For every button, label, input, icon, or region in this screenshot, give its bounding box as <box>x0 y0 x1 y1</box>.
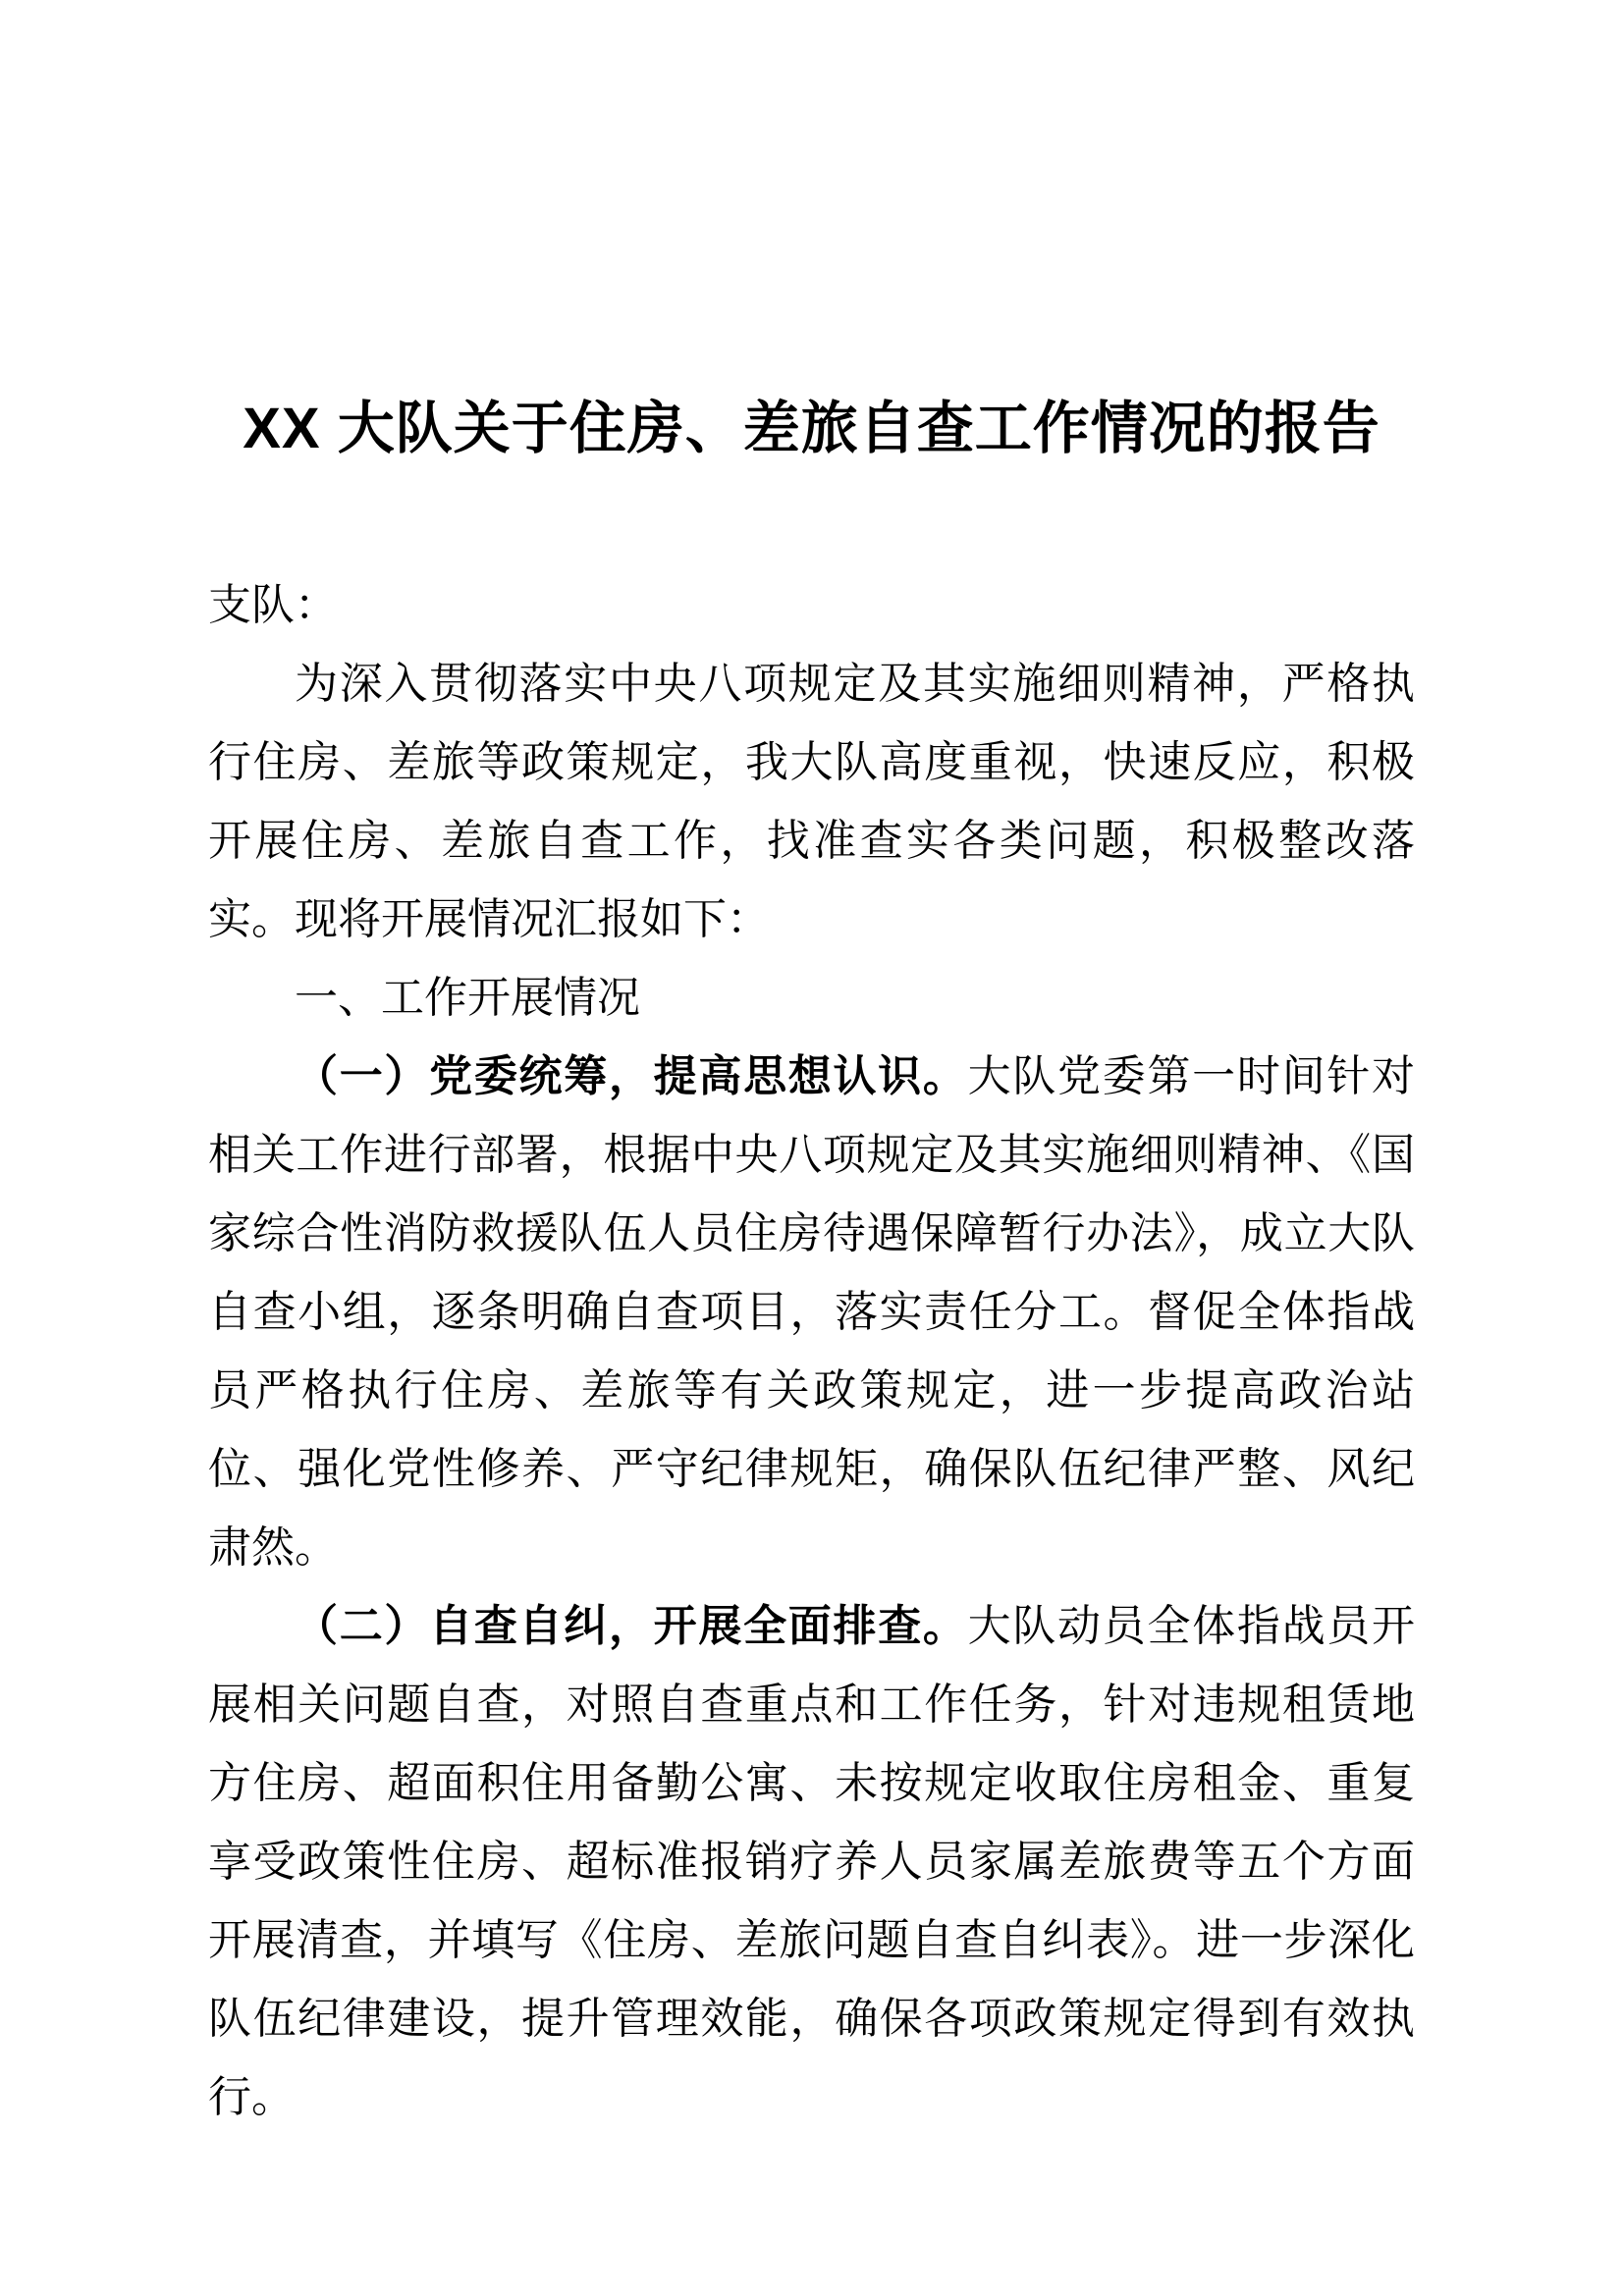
paragraph-item-2-text: 大队动员全体指战员开展相关问题自查，对照自查重点和工作任务，针对违规租赁地方住房、超面积住用备勤公寓、未按规定收取住房租金、重复享受政策性住房、超标准报销疗养人员家属差旅费等五个方面开展清查，并填写《住房、差旅问题自查自纠表》。进一步深化队伍纪律建设，提升管理效能，确保各项政策规定得到有效执行。 <box>208 1602 1415 2121</box>
document-title: XX 大队关于住房、差旅自查工作情况的报告 <box>243 397 1380 460</box>
document-body <box>208 566 1415 2137</box>
paragraph-item-2 <box>208 1587 1415 2137</box>
salutation: 支队： <box>208 581 338 629</box>
paragraph-item-1 <box>208 1038 1415 1587</box>
section-heading-work-progress: 一、工作开展情况 <box>295 974 640 1022</box>
paragraph-item-2-lead: （二）自查自纠，开展全面排查。 <box>295 1602 968 1650</box>
paragraph-item-1-text: 大队党委第一时间针对相关工作进行部署，根据中央八项规定及其实施细则精神、《国家综合性消防救援队伍人员住房待遇保障暂行办法》，成立大队自查小组，逐条明确自查项目，落实责任分工。督促全体指战员严格执行住房、差旅等有关政策规定，进一步提高政治站位、强化党性修养、严守纪律规矩，确保队伍纪律严整、风纪肃然。 <box>208 1052 1415 1572</box>
paragraph-intro: 为深入贯彻落实中央八项规定及其实施细则精神，严格执行住房、差旅等政策规定，我大队高度重视，快速反应，积极开展住房、差旅自查工作，找准查实各类问题，积极整改落实。现将开展情况汇报如下： <box>208 660 1415 943</box>
paragraph-item-1-lead: （一）党委统筹，提高思想认识。 <box>295 1052 968 1100</box>
